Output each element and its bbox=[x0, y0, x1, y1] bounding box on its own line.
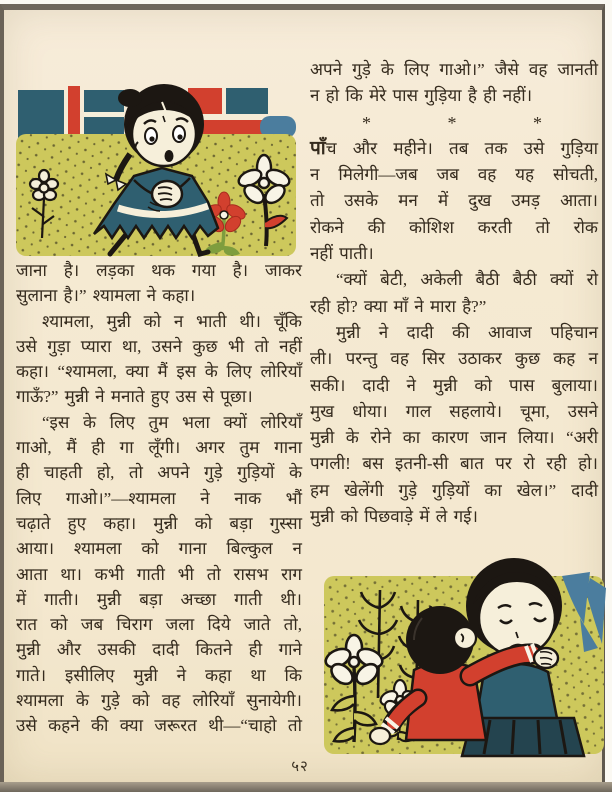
text-line: पगली! बस इतनी-सी बात पर रो रही हो। bbox=[310, 454, 598, 474]
drop-cap: पाँ bbox=[310, 137, 326, 159]
text-line: उसे कहने की क्या जरूरत थी—“चाहो तो bbox=[16, 716, 302, 736]
text-line: आया। श्यामला को गाना बिल्कुल न bbox=[16, 539, 302, 559]
text-line: गाओ, मैं ही गा लूँगी। अगर तुम गाना bbox=[16, 438, 302, 458]
text-line: तो उसके मन में दुख उमड़ आता। bbox=[310, 191, 598, 211]
text-line: गाते। इसीलिए मुन्नी ने कहा था कि bbox=[16, 665, 302, 685]
text-line: चढ़ाते हुए कहा। मुन्नी को बड़ा गुस्सा bbox=[16, 513, 302, 533]
text-line: गाऊँ?” मुन्नी ने मनाते हुए उस से पूछा। bbox=[16, 387, 253, 407]
text-line: सकी। दादी ने मुन्नी को पास बुलाया। bbox=[310, 375, 598, 395]
scan-bottom-edge bbox=[0, 782, 612, 792]
girl-illustration-svg bbox=[12, 76, 302, 260]
text-line: पाँच और महीने। तब तक उसे गुड़िया bbox=[310, 137, 598, 159]
illustration-children-hugging bbox=[322, 548, 608, 762]
text-line: हम खेलेंगी गुड़े गुड़ियों का खेल।” दादी bbox=[310, 480, 598, 500]
text-line: रोकने की कोशिश करती तो रोक bbox=[310, 217, 598, 237]
asterisk-glyph: * bbox=[447, 112, 457, 133]
text-line: जाना है। लड़का थक गया है। जाकर bbox=[16, 261, 302, 280]
text-line: रही हो? क्या माँ ने मारा है?” bbox=[310, 296, 487, 316]
text-line: ली। परन्तु वह सिर उठाकर कुछ कह न bbox=[310, 349, 598, 369]
text-line: मुन्नी ने दादी की आवाज पहिचान bbox=[336, 322, 598, 342]
text-line: श्यामला के गुड़े को वह लोरियाँ सुनायेगी। bbox=[16, 691, 302, 711]
page-number: ५२ bbox=[291, 759, 309, 775]
text-line: कहा। “श्यामला, क्या मैं इस के लिए लोरियाँ bbox=[16, 362, 302, 382]
text-line: श्यामला, मुन्नी को न भाती थी। चूँकि bbox=[42, 311, 302, 331]
text-line: न हो कि मेरे पास गुड़िया है ही नहीं। bbox=[310, 86, 533, 106]
text-line: नहीं पाती। bbox=[310, 244, 374, 264]
text-line: मुन्नी को पिछवाड़े में ले गई। bbox=[310, 507, 478, 527]
text-line: ही चाहती हो, तो अपने गुड़े गुड़ियों के bbox=[16, 463, 302, 483]
asterisk-glyph: * bbox=[362, 112, 371, 133]
text-line: न मिलेगी—जब जब वह यह सोचती, bbox=[310, 165, 598, 185]
text-line: अपने गुड़े के लिए गाओ।” जैसे वह जानती bbox=[310, 60, 598, 79]
text-line: मुन्नी के रोने का कारण जान लिया। “अरी bbox=[310, 428, 598, 448]
text-column-right bbox=[310, 57, 598, 530]
section-separator bbox=[310, 110, 598, 136]
illustration-girl-kneeling bbox=[12, 76, 302, 260]
text-column-left bbox=[16, 258, 302, 739]
text-line: मुख धोया। गाल सहलाये। चूमा, उसने bbox=[310, 401, 598, 421]
text-line: में गाती। मुन्नी बड़ा अच्छा गाती थी। bbox=[16, 589, 302, 609]
text-line: “इस के लिए तुम भला क्यों लोरियाँ bbox=[42, 412, 302, 432]
text-line: लिए गाओ।”—श्यामला ने नाक भौं bbox=[16, 488, 302, 508]
text-line: सुलाना है।” श्यामला ने कहा। bbox=[16, 286, 196, 306]
asterisk-glyph: * bbox=[533, 112, 542, 133]
text-line: उसे गुड़ा प्यारा था, उसने कुछ भी तो नहीं bbox=[16, 336, 302, 356]
text-line: आता था। कभी गाती भी तो रासभ राग bbox=[16, 564, 302, 584]
text-line: मुन्नी और उसकी दादी कितने ही गाने bbox=[16, 640, 302, 660]
text-line: “क्यों बेटी, अकेली बैठी बैठी क्यों रो bbox=[336, 270, 598, 290]
text-line: रात को जब चिराग जला दिये जाते तो, bbox=[16, 615, 302, 635]
hug-illustration-svg bbox=[322, 548, 608, 762]
